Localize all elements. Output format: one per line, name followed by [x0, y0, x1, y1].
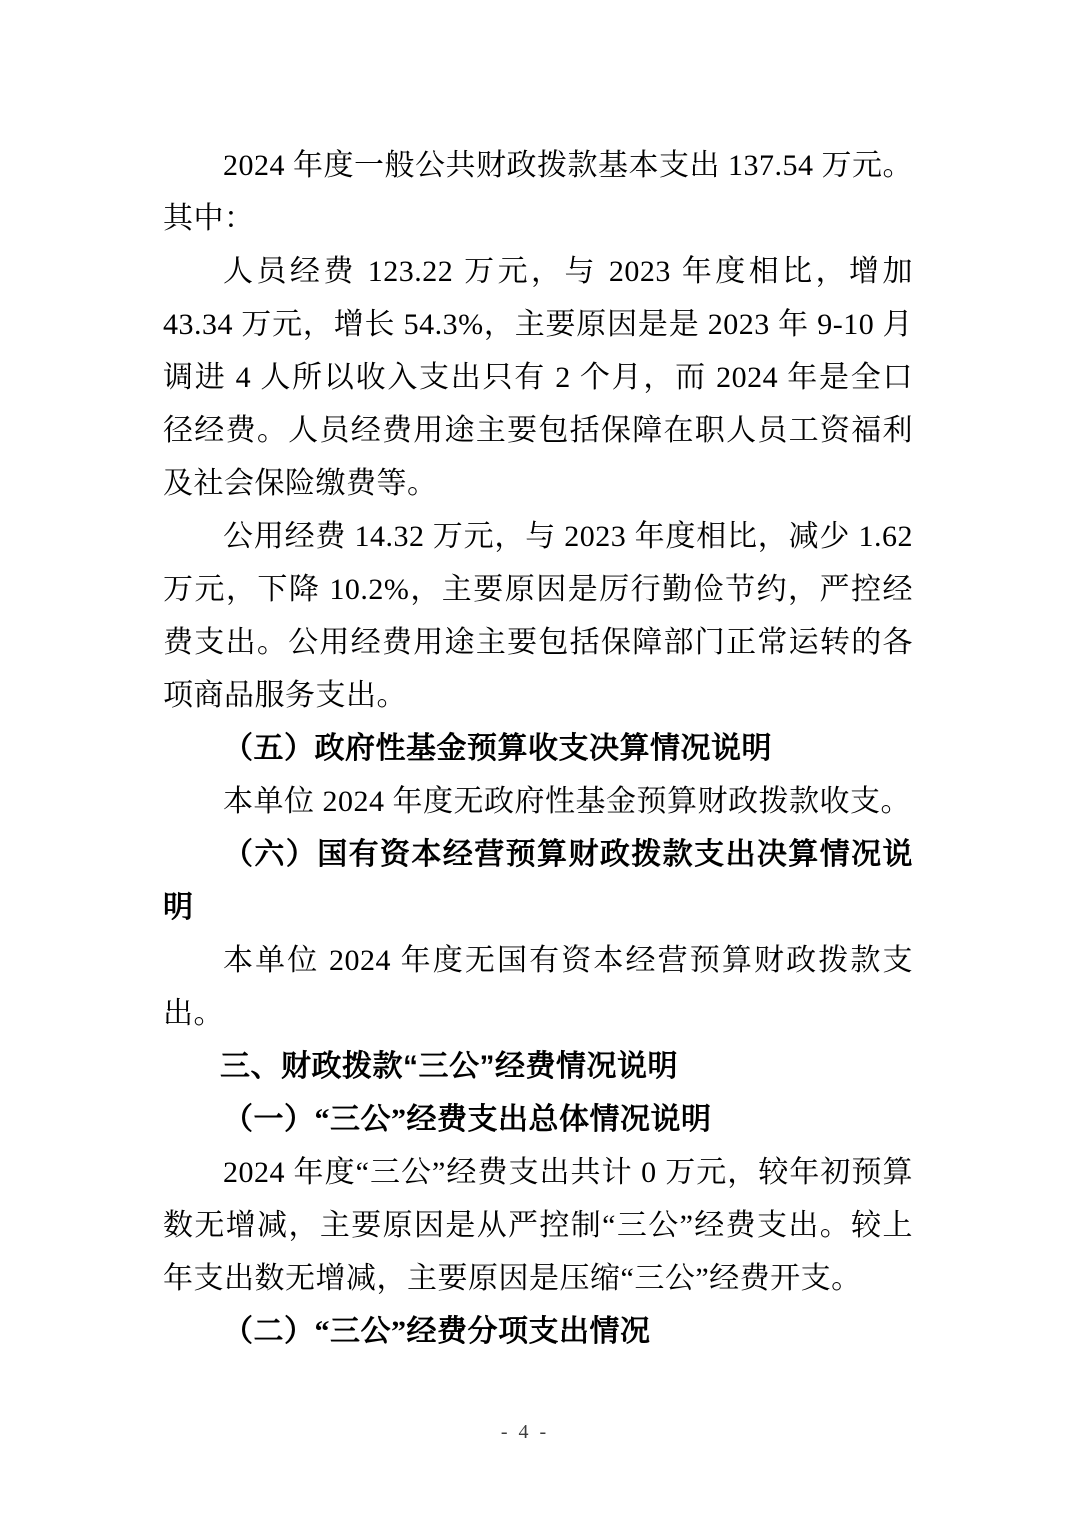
heading-section6-state-capital-budget: （六）国有资本经营预算财政拨款支出决算情况说明	[163, 838, 913, 924]
paragraph-basic-expenditure-total: 2024 年度一般公共财政拨款基本支出 137.54 万元。其中：	[163, 149, 913, 235]
page-number: - 4 -	[500, 1421, 550, 1443]
paragraph-state-capital-note: 本单位 2024 年度无国有资本经营预算财政拨款支出。	[163, 944, 913, 1030]
heading-sub2-three-public-itemized: （二）“三公”经费分项支出情况	[223, 1315, 651, 1348]
paragraph-public-expense: 公用经费 14.32 万元，与 2023 年度相比，减少 1.62 万元，下降 10.2%，主要原因是厉行勤俭节约，严控经费支出。公用经费用途主要包括保障部门正常运转的各项商品服务支出。	[163, 520, 913, 712]
heading-section5-gov-fund-budget: （五）政府性基金预算收支决算情况说明	[223, 732, 772, 765]
paragraph-personnel-expense: 人员经费 123.22 万元，与 2023 年度相比，增加 43.34 万元，增长 54.3%，主要原因是是 2023 年 9-10 月调进 4 人所以收入支出只有 2 个月，而 2024 年是全口径经费。人员经费用途主要包括保障在职人员工资福利及社会保险缴费等。	[163, 255, 913, 500]
paragraph-gov-fund-note: 本单位 2024 年度无政府性基金预算财政拨款收支。	[223, 785, 911, 818]
heading-chapter3-three-public-funds: 三、财政拨款“三公”经费情况说明	[220, 1050, 678, 1083]
heading-sub1-three-public-overall: （一）“三公”经费支出总体情况说明	[223, 1103, 712, 1136]
paragraph-three-public-overall: 2024 年度“三公”经费支出共计 0 万元，较年初预算数无增减，主要原因是从严控制“三公”经费支出。较上年支出数无增减，主要原因是压缩“三公”经费开支。	[163, 1156, 913, 1295]
document-body	[163, 139, 913, 1358]
